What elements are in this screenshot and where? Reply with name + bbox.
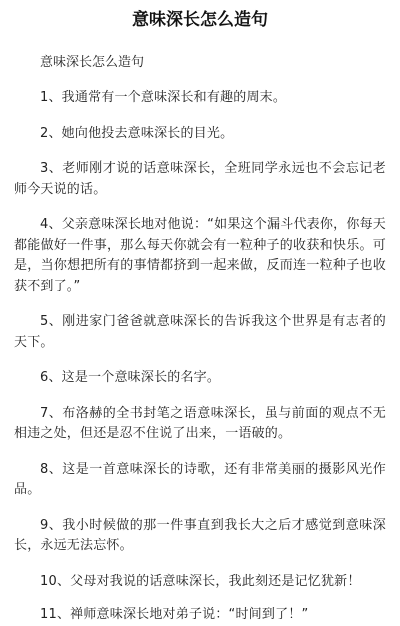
example-sentence-10: 10、父母对我说的话意味深长，我此刻还是记忆犹新！ (40, 573, 361, 589)
article-title: 意味深长怎么造句 (132, 10, 268, 30)
example-sentence-3: 3、老师刚才说的话意味深长，全班同学永远也不会忘记老师今天说的话。 (14, 161, 386, 197)
example-sentence-5: 5、刚进家门爸爸就意味深长的告诉我这个世界是有志者的天下。 (14, 314, 386, 350)
example-sentence-6: 6、这是一个意味深长的名字。 (40, 370, 221, 385)
article-subtitle: 意味深长怎么造句 (40, 55, 145, 70)
example-sentence-4: 4、父亲意味深长地对他说：“如果这个漏斗代表你，你每天都能做好一件事，那么每天你就会有一粒种子的收获和快乐。可是，当你想把所有的事情都挤到一起来做，反而连一粒种子也收获不到了。” (14, 217, 386, 294)
example-sentence-1: 1、我通常有一个意味深长和有趣的周末。 (40, 90, 287, 105)
example-sentence-11: 11、禅师意味深长地对弟子说：“时间到了！” (40, 607, 309, 622)
example-sentence-2: 2、她向他投去意味深长的目光。 (40, 125, 234, 141)
example-sentence-7: 7、布洛赫的全书封笔之语意味深长，虽与前面的观点不无相违之处，但还是忍不住说了出来，一语破的。 (14, 405, 386, 441)
example-sentence-9: 9、我小时候做的那一件事直到我长大之后才感觉到意味深长，永远无法忘怀。 (14, 517, 386, 553)
example-sentence-8: 8、这是一首意味深长的诗歌，还有非常美丽的摄影风光作品。 (14, 461, 386, 497)
